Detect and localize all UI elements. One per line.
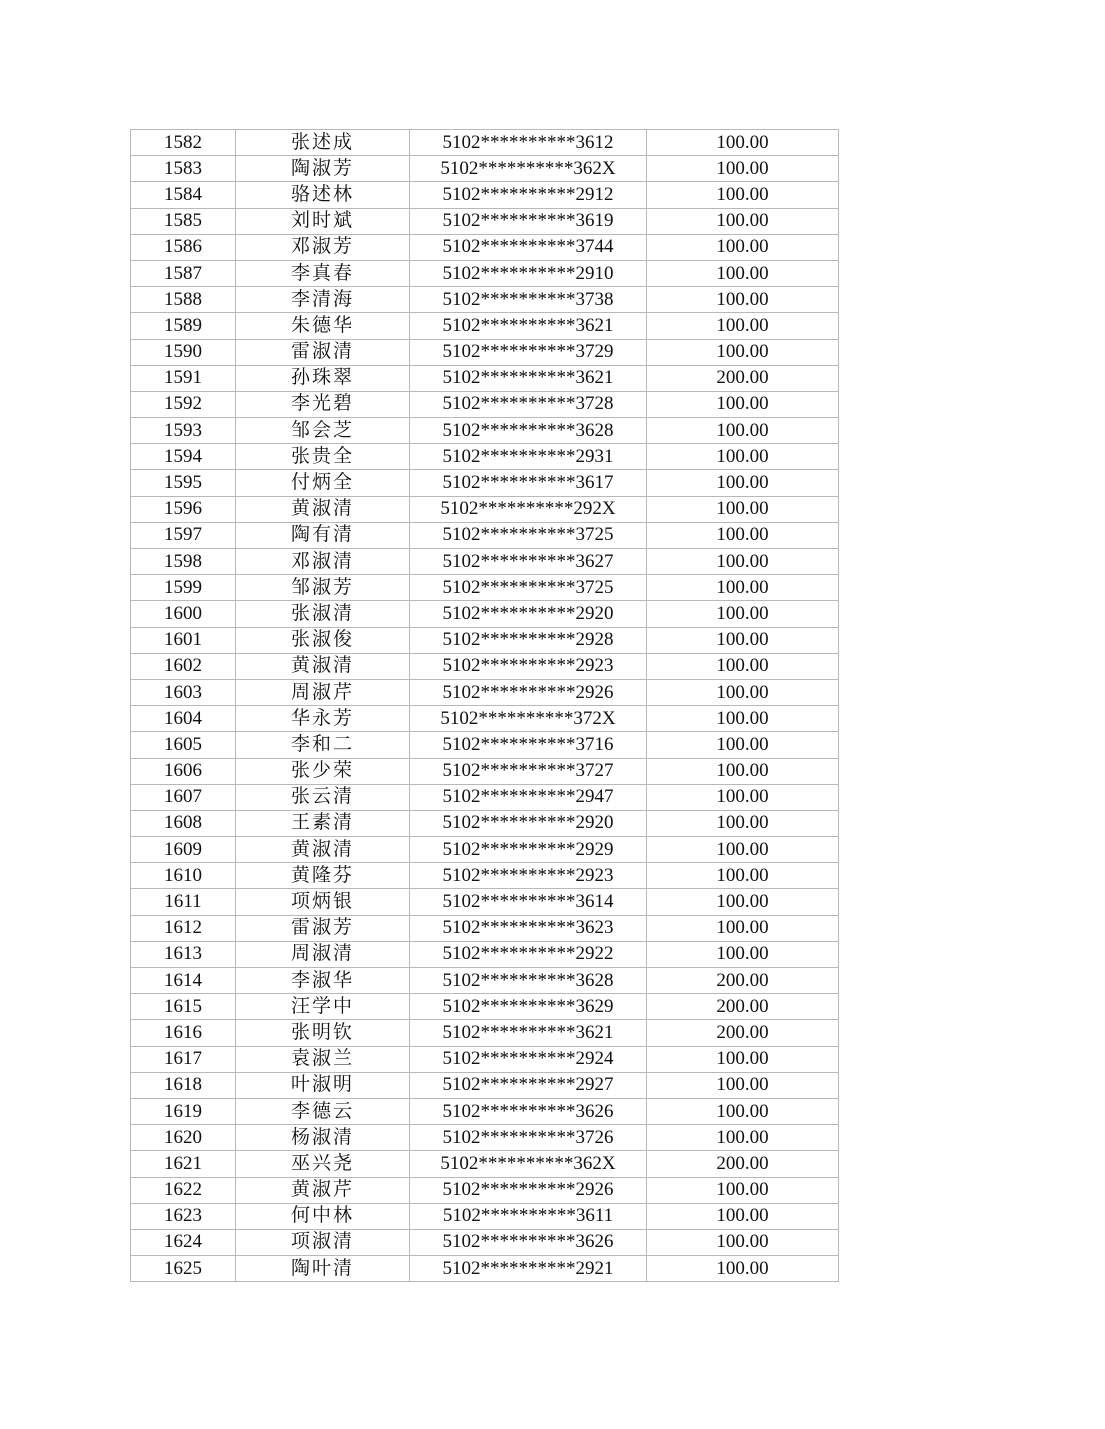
- serial-number-cell: 1606: [131, 758, 236, 784]
- table-row: [131, 889, 839, 915]
- id-number-cell: 5102**********2947: [410, 784, 647, 810]
- table-body: [131, 130, 839, 1282]
- amount-cell: 100.00: [647, 130, 839, 156]
- table-row: [131, 156, 839, 182]
- id-number-cell: 5102**********3729: [410, 339, 647, 365]
- id-number-cell: 5102**********3621: [410, 365, 647, 391]
- amount-cell: 100.00: [647, 1177, 839, 1203]
- serial-number-cell: 1594: [131, 444, 236, 470]
- amount-cell: 100.00: [647, 339, 839, 365]
- name-cell: 邓淑芳: [236, 234, 410, 260]
- table-row: [131, 706, 839, 732]
- serial-number-cell: 1620: [131, 1125, 236, 1151]
- serial-number-cell: 1605: [131, 732, 236, 758]
- serial-number-cell: 1624: [131, 1229, 236, 1255]
- id-number-cell: 5102**********3621: [410, 1020, 647, 1046]
- amount-cell: 200.00: [647, 968, 839, 994]
- amount-cell: 100.00: [647, 706, 839, 732]
- amount-cell: 100.00: [647, 391, 839, 417]
- id-number-cell: 5102**********3725: [410, 575, 647, 601]
- serial-number-cell: 1618: [131, 1072, 236, 1098]
- name-cell: 叶淑明: [236, 1072, 410, 1098]
- table-row: [131, 627, 839, 653]
- serial-number-cell: 1608: [131, 810, 236, 836]
- name-cell: 陶淑芳: [236, 156, 410, 182]
- table-row: [131, 1177, 839, 1203]
- table-row: [131, 915, 839, 941]
- id-number-cell: 5102**********3628: [410, 968, 647, 994]
- id-number-cell: 5102**********2929: [410, 837, 647, 863]
- table-row: [131, 1072, 839, 1098]
- table-row: [131, 732, 839, 758]
- serial-number-cell: 1611: [131, 889, 236, 915]
- id-number-cell: 5102**********2910: [410, 260, 647, 286]
- serial-number-cell: 1582: [131, 130, 236, 156]
- id-number-cell: 5102**********3744: [410, 234, 647, 260]
- table-row: [131, 968, 839, 994]
- amount-cell: 100.00: [647, 863, 839, 889]
- id-number-cell: 5102**********2922: [410, 941, 647, 967]
- name-cell: 雷淑清: [236, 339, 410, 365]
- id-number-cell: 5102**********362X: [410, 156, 647, 182]
- table-row: [131, 994, 839, 1020]
- serial-number-cell: 1589: [131, 313, 236, 339]
- name-cell: 邹淑芳: [236, 575, 410, 601]
- table-row: [131, 679, 839, 705]
- amount-cell: 100.00: [647, 260, 839, 286]
- name-cell: 雷淑芳: [236, 915, 410, 941]
- serial-number-cell: 1597: [131, 522, 236, 548]
- id-number-cell: 5102**********2912: [410, 182, 647, 208]
- name-cell: 张少荣: [236, 758, 410, 784]
- name-cell: 李淑华: [236, 968, 410, 994]
- name-cell: 袁淑兰: [236, 1046, 410, 1072]
- name-cell: 黄隆芬: [236, 863, 410, 889]
- id-number-cell: 5102**********3614: [410, 889, 647, 915]
- name-cell: 何中林: [236, 1203, 410, 1229]
- name-cell: 孙珠翠: [236, 365, 410, 391]
- amount-cell: 100.00: [647, 182, 839, 208]
- table-row: [131, 575, 839, 601]
- amount-cell: 100.00: [647, 1203, 839, 1229]
- table-row: [131, 1020, 839, 1046]
- table-row: [131, 418, 839, 444]
- amount-cell: 100.00: [647, 1046, 839, 1072]
- name-cell: 李和二: [236, 732, 410, 758]
- name-cell: 朱德华: [236, 313, 410, 339]
- table-row: [131, 941, 839, 967]
- serial-number-cell: 1601: [131, 627, 236, 653]
- table-row: [131, 601, 839, 627]
- serial-number-cell: 1588: [131, 287, 236, 313]
- serial-number-cell: 1592: [131, 391, 236, 417]
- id-number-cell: 5102**********3728: [410, 391, 647, 417]
- amount-cell: 200.00: [647, 1020, 839, 1046]
- amount-cell: 100.00: [647, 418, 839, 444]
- table-row: [131, 522, 839, 548]
- serial-number-cell: 1616: [131, 1020, 236, 1046]
- amount-cell: 200.00: [647, 365, 839, 391]
- table-row: [131, 1151, 839, 1177]
- serial-number-cell: 1614: [131, 968, 236, 994]
- name-cell: 张云清: [236, 784, 410, 810]
- amount-cell: 100.00: [647, 679, 839, 705]
- table-row: [131, 549, 839, 575]
- amount-cell: 100.00: [647, 1256, 839, 1282]
- serial-number-cell: 1585: [131, 208, 236, 234]
- amount-cell: 100.00: [647, 810, 839, 836]
- amount-cell: 100.00: [647, 732, 839, 758]
- id-number-cell: 5102**********2926: [410, 679, 647, 705]
- id-number-cell: 5102**********2920: [410, 810, 647, 836]
- serial-number-cell: 1615: [131, 994, 236, 1020]
- id-number-cell: 5102**********2928: [410, 627, 647, 653]
- serial-number-cell: 1603: [131, 679, 236, 705]
- name-cell: 骆述林: [236, 182, 410, 208]
- table-row: [131, 863, 839, 889]
- table-row: [131, 837, 839, 863]
- serial-number-cell: 1619: [131, 1098, 236, 1124]
- amount-cell: 100.00: [647, 575, 839, 601]
- name-cell: 张淑清: [236, 601, 410, 627]
- serial-number-cell: 1598: [131, 549, 236, 575]
- table-row: [131, 810, 839, 836]
- table-row: [131, 287, 839, 313]
- table-row: [131, 260, 839, 286]
- amount-cell: 100.00: [647, 627, 839, 653]
- table-row: [131, 208, 839, 234]
- serial-number-cell: 1587: [131, 260, 236, 286]
- serial-number-cell: 1617: [131, 1046, 236, 1072]
- amount-cell: 100.00: [647, 889, 839, 915]
- serial-number-cell: 1583: [131, 156, 236, 182]
- amount-cell: 100.00: [647, 915, 839, 941]
- id-number-cell: 5102**********3621: [410, 313, 647, 339]
- name-cell: 刘时斌: [236, 208, 410, 234]
- id-number-cell: 5102**********3726: [410, 1125, 647, 1151]
- id-number-cell: 5102**********292X: [410, 496, 647, 522]
- amount-cell: 200.00: [647, 994, 839, 1020]
- amount-cell: 100.00: [647, 1072, 839, 1098]
- id-number-cell: 5102**********362X: [410, 1151, 647, 1177]
- name-cell: 华永芳: [236, 706, 410, 732]
- id-number-cell: 5102**********3627: [410, 549, 647, 575]
- amount-cell: 100.00: [647, 313, 839, 339]
- data-table: [130, 129, 839, 1282]
- serial-number-cell: 1625: [131, 1256, 236, 1282]
- name-cell: 黄淑芹: [236, 1177, 410, 1203]
- table-row: [131, 1203, 839, 1229]
- serial-number-cell: 1612: [131, 915, 236, 941]
- id-number-cell: 5102**********2923: [410, 863, 647, 889]
- id-number-cell: 5102**********3725: [410, 522, 647, 548]
- serial-number-cell: 1610: [131, 863, 236, 889]
- amount-cell: 100.00: [647, 941, 839, 967]
- id-number-cell: 5102**********2920: [410, 601, 647, 627]
- id-number-cell: 5102**********3727: [410, 758, 647, 784]
- serial-number-cell: 1586: [131, 234, 236, 260]
- name-cell: 邹会芝: [236, 418, 410, 444]
- amount-cell: 100.00: [647, 208, 839, 234]
- name-cell: 付炳全: [236, 470, 410, 496]
- serial-number-cell: 1591: [131, 365, 236, 391]
- id-number-cell: 5102**********3612: [410, 130, 647, 156]
- id-number-cell: 5102**********3623: [410, 915, 647, 941]
- table-row: [131, 653, 839, 679]
- id-number-cell: 5102**********3716: [410, 732, 647, 758]
- amount-cell: 100.00: [647, 287, 839, 313]
- serial-number-cell: 1609: [131, 837, 236, 863]
- table-row: [131, 339, 839, 365]
- serial-number-cell: 1607: [131, 784, 236, 810]
- amount-cell: 100.00: [647, 549, 839, 575]
- id-number-cell: 5102**********2923: [410, 653, 647, 679]
- id-number-cell: 5102**********3619: [410, 208, 647, 234]
- amount-cell: 100.00: [647, 653, 839, 679]
- table-row: [131, 391, 839, 417]
- table-row: [131, 182, 839, 208]
- id-number-cell: 5102**********2924: [410, 1046, 647, 1072]
- id-number-cell: 5102**********3626: [410, 1098, 647, 1124]
- serial-number-cell: 1613: [131, 941, 236, 967]
- table-row: [131, 496, 839, 522]
- id-number-cell: 5102**********3611: [410, 1203, 647, 1229]
- amount-cell: 200.00: [647, 1151, 839, 1177]
- name-cell: 杨淑清: [236, 1125, 410, 1151]
- table-row: [131, 1125, 839, 1151]
- name-cell: 李光碧: [236, 391, 410, 417]
- id-number-cell: 5102**********3738: [410, 287, 647, 313]
- name-cell: 张贵全: [236, 444, 410, 470]
- table-row: [131, 234, 839, 260]
- name-cell: 巫兴尧: [236, 1151, 410, 1177]
- amount-cell: 100.00: [647, 1098, 839, 1124]
- serial-number-cell: 1595: [131, 470, 236, 496]
- id-number-cell: 5102**********372X: [410, 706, 647, 732]
- name-cell: 黄淑清: [236, 496, 410, 522]
- amount-cell: 100.00: [647, 470, 839, 496]
- name-cell: 邓淑清: [236, 549, 410, 575]
- name-cell: 王素清: [236, 810, 410, 836]
- name-cell: 汪学中: [236, 994, 410, 1020]
- table-row: [131, 130, 839, 156]
- serial-number-cell: 1596: [131, 496, 236, 522]
- amount-cell: 100.00: [647, 758, 839, 784]
- name-cell: 周淑清: [236, 941, 410, 967]
- serial-number-cell: 1622: [131, 1177, 236, 1203]
- name-cell: 项淑清: [236, 1229, 410, 1255]
- table-row: [131, 313, 839, 339]
- amount-cell: 100.00: [647, 837, 839, 863]
- table-row: [131, 1046, 839, 1072]
- id-number-cell: 5102**********2921: [410, 1256, 647, 1282]
- name-cell: 李真春: [236, 260, 410, 286]
- id-number-cell: 5102**********3626: [410, 1229, 647, 1255]
- name-cell: 李清海: [236, 287, 410, 313]
- table-row: [131, 1098, 839, 1124]
- serial-number-cell: 1623: [131, 1203, 236, 1229]
- serial-number-cell: 1584: [131, 182, 236, 208]
- id-number-cell: 5102**********2926: [410, 1177, 647, 1203]
- amount-cell: 100.00: [647, 156, 839, 182]
- table-row: [131, 365, 839, 391]
- table-row: [131, 1229, 839, 1255]
- id-number-cell: 5102**********2931: [410, 444, 647, 470]
- serial-number-cell: 1599: [131, 575, 236, 601]
- serial-number-cell: 1600: [131, 601, 236, 627]
- table-row: [131, 1256, 839, 1282]
- name-cell: 周淑芹: [236, 679, 410, 705]
- id-number-cell: 5102**********2927: [410, 1072, 647, 1098]
- table-row: [131, 758, 839, 784]
- amount-cell: 100.00: [647, 522, 839, 548]
- serial-number-cell: 1602: [131, 653, 236, 679]
- table-row: [131, 444, 839, 470]
- name-cell: 项炳银: [236, 889, 410, 915]
- id-number-cell: 5102**********3617: [410, 470, 647, 496]
- name-cell: 陶有清: [236, 522, 410, 548]
- id-number-cell: 5102**********3629: [410, 994, 647, 1020]
- amount-cell: 100.00: [647, 1229, 839, 1255]
- amount-cell: 100.00: [647, 1125, 839, 1151]
- name-cell: 张淑俊: [236, 627, 410, 653]
- serial-number-cell: 1593: [131, 418, 236, 444]
- amount-cell: 100.00: [647, 496, 839, 522]
- serial-number-cell: 1590: [131, 339, 236, 365]
- name-cell: 张述成: [236, 130, 410, 156]
- name-cell: 黄淑清: [236, 837, 410, 863]
- amount-cell: 100.00: [647, 444, 839, 470]
- amount-cell: 100.00: [647, 784, 839, 810]
- name-cell: 黄淑清: [236, 653, 410, 679]
- amount-cell: 100.00: [647, 234, 839, 260]
- id-number-cell: 5102**********3628: [410, 418, 647, 444]
- serial-number-cell: 1604: [131, 706, 236, 732]
- amount-cell: 100.00: [647, 601, 839, 627]
- name-cell: 陶叶清: [236, 1256, 410, 1282]
- table-row: [131, 784, 839, 810]
- name-cell: 李德云: [236, 1098, 410, 1124]
- table-row: [131, 470, 839, 496]
- serial-number-cell: 1621: [131, 1151, 236, 1177]
- name-cell: 张明钦: [236, 1020, 410, 1046]
